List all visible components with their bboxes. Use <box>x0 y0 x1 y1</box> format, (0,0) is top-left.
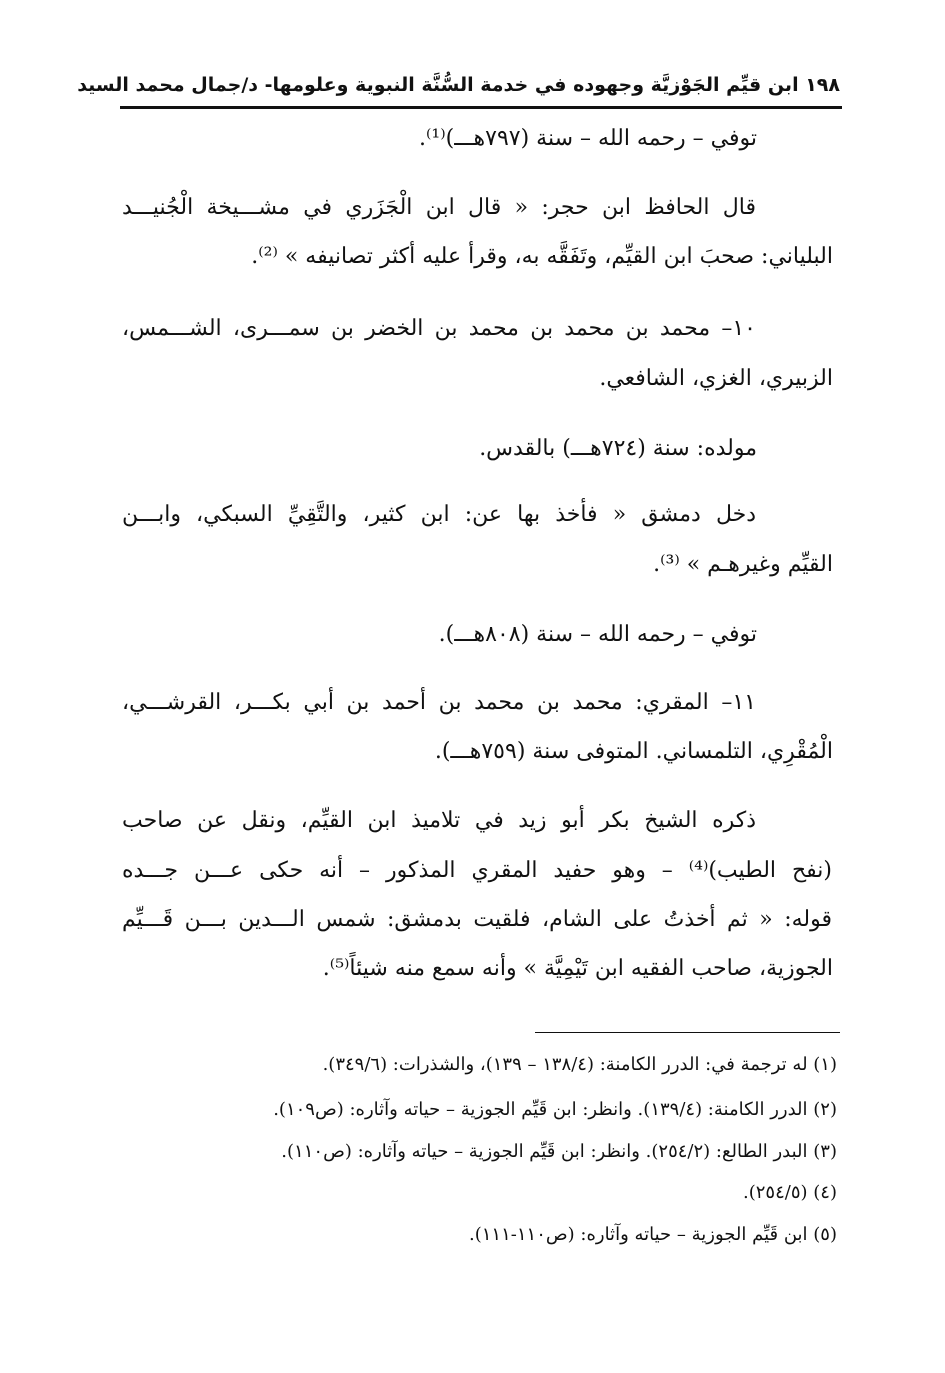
body-line-15: الجوزية، صاحب الفقيه ابن تَيْمِيَّة » وأنه سمع منه شيئاً⁽⁵⁾. <box>322 956 833 981</box>
body-line-4: ١٠– محمد بن محمد بن محمد بن الخضر بن سمـــرى، الشـــمس، <box>122 316 756 341</box>
footnote-1: (١) له ترجمة في: الدرر الكامنة: (١٣٨/٤ – ١٣٩)، والشذرات: (٣٤٩/٦). <box>322 1054 837 1075</box>
body-line-11: الْمُقْرِي، التلمساني. المتوفى سنة (٧٥٩هـــ). <box>434 739 833 764</box>
header-rule <box>120 106 842 109</box>
body-line-1: توفي – رحمه الله – سنة (٧٩٧هـــ)⁽¹⁾. <box>418 126 757 151</box>
running-header: ١٩٨ ابن قيِّم الجَوْزيَّة وجهوده في خدمة السُّنَّة النبوية وعلومها- د/جمال محمد السيد <box>77 74 840 96</box>
footnote-separator <box>535 1032 840 1033</box>
body-line-12: ذكره الشيخ بكر أبو زيد في تلاميذ ابن القيِّم، ونقل عن صاحب <box>122 808 756 833</box>
body-line-2: قال الحافظ ابن حجر: « قال ابن الْجَزَري في مشـــيخة الْجُنيـــد <box>122 195 756 220</box>
body-line-7: دخل دمشق « فأخذ بها عن: ابن كثير، والتَّقِيِّ السبكي، وابـــن <box>122 502 756 527</box>
body-line-6: مولده: سنة (٧٢٤هـــ) بالقدس. <box>479 436 757 461</box>
body-line-8: القيِّم وغيرهـم » ⁽³⁾. <box>653 552 833 577</box>
footnote-5: (٥) ابن قَيِّم الجوزية – حياته وآثاره: (ص١١٠-١١١). <box>469 1224 837 1245</box>
footnote-4: (٤) (٢٥٤/٥). <box>743 1182 837 1203</box>
body-line-13: (نفح الطيب)⁽⁴⁾ – وهو حفيد المقري المذكور – أنه حكى عـــن جـــده <box>122 858 832 883</box>
body-line-14: قوله: « ثم أخذتُ على الشام، فلقيت بدمشق: شمس الـــدين بـــن قَـــيِّم <box>122 907 832 932</box>
footnote-3: (٣) البدر الطالع: (٢٥٤/٢). وانظر: ابن قَيِّم الجوزية – حياته وآثاره: (ص١١٠). <box>281 1141 837 1162</box>
body-line-10: ١١– المقري: محمد بن محمد بن أحمد بن أبي بكـــر، القرشـــي، <box>122 690 756 715</box>
body-line-3: البلياني: صحبَ ابن القيِّم، وتَفَقَّه به، وقرأ عليه أكثر تصانيفه » ⁽²⁾. <box>251 244 833 269</box>
footnote-2: (٢) الدرر الكامنة: (١٣٩/٤). وانظر: ابن قَيِّم الجوزية – حياته وآثاره: (ص١٠٩). <box>273 1099 837 1120</box>
body-line-9: توفي – رحمه الله – سنة (٨٠٨هـــ). <box>438 622 757 647</box>
body-line-5: الزبيري، الغزي، الشافعي. <box>599 366 833 391</box>
